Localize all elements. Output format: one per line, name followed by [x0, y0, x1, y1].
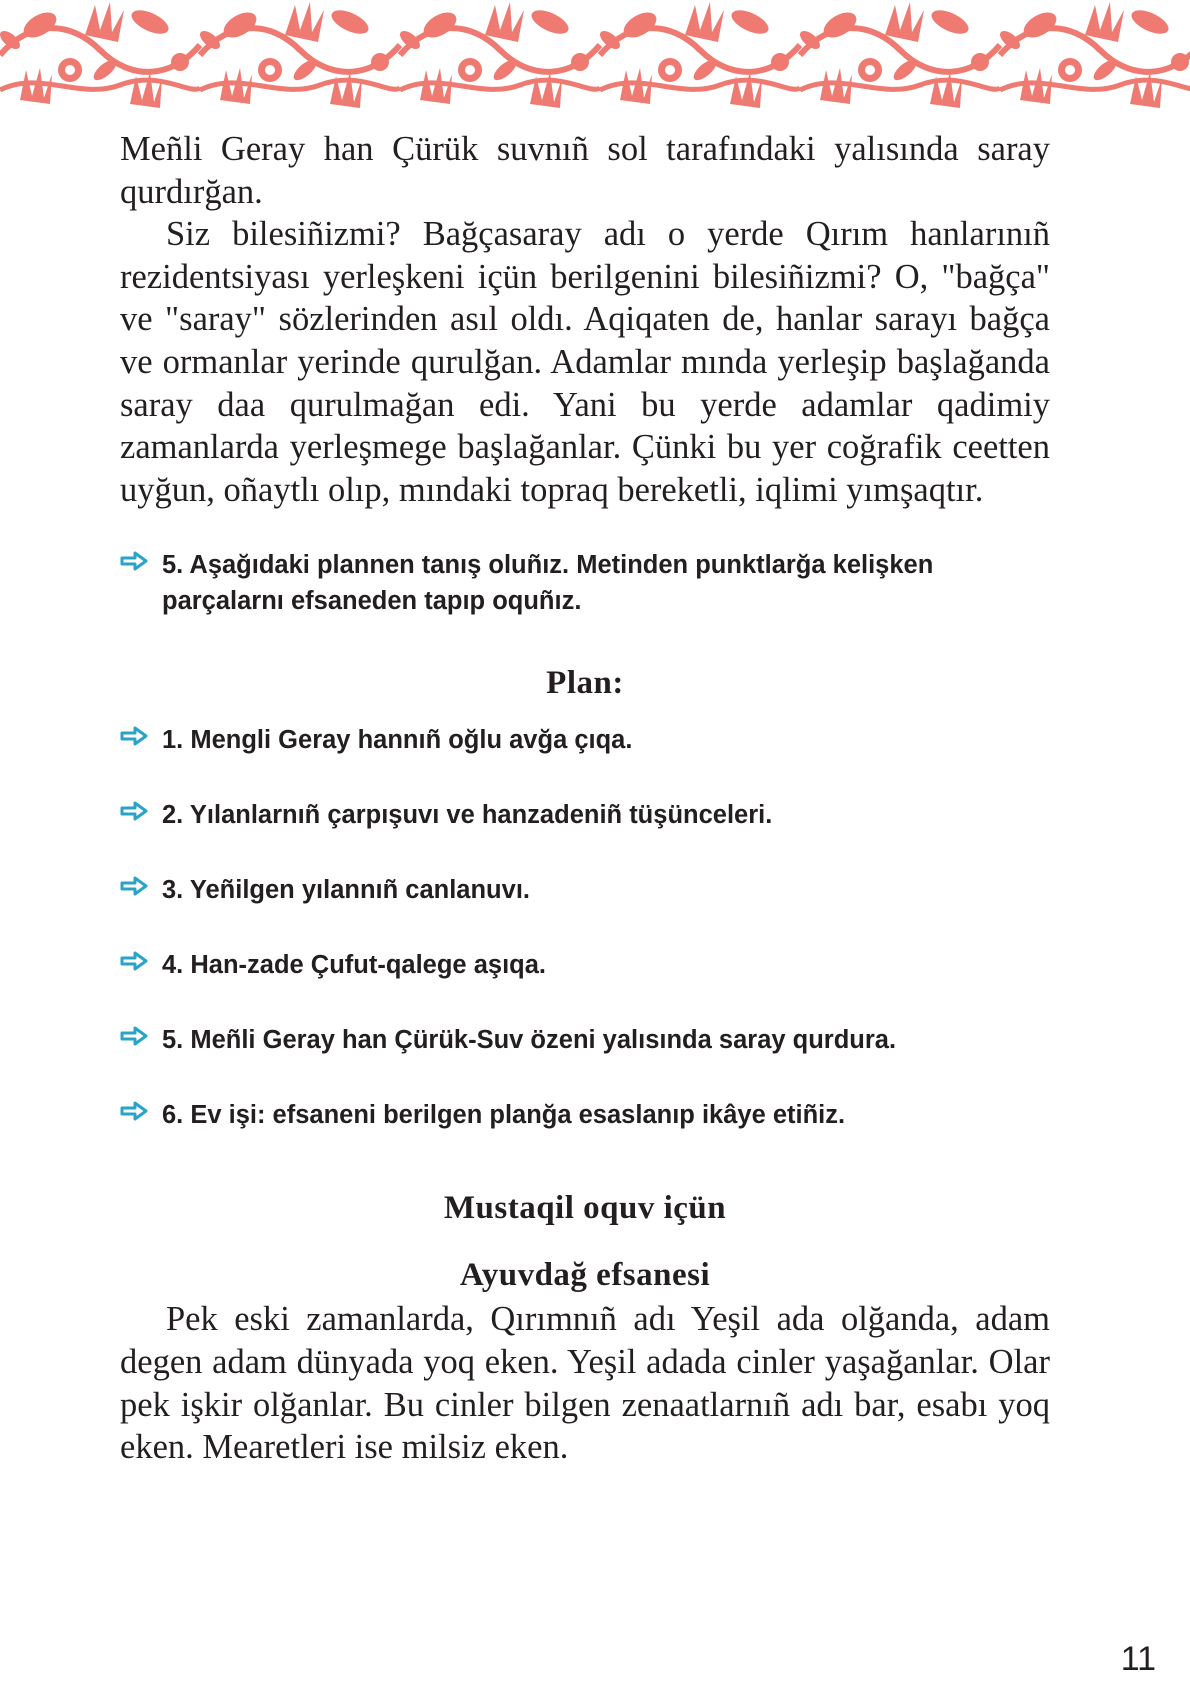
plan-item	[120, 1022, 1050, 1097]
plan-item	[120, 872, 1050, 947]
plan-item-text: 2. Yılanlarnıñ çarpışuvı ve hanzadeniñ tüşünceleri.	[162, 801, 773, 830]
section-title: Mustaqil oquv içün	[443, 1190, 727, 1227]
task-5-text: 5. Aşağıdaki plannen tanış oluñız. Metinden punktlarğa kelişken parçalarnı efsaneden tapıp oquñız.	[162, 551, 934, 616]
right-arrow-icon	[120, 872, 162, 896]
intro-paragraph-1: Meñli Geray han Çürük suvnıñ sol tarafındaki yalısında saray qurdırğan.	[120, 130, 1050, 211]
story-paragraph: Pek eski zamanlarda, Qırımnıñ adı Yeşil ada olğanda, adam degen adam dünyada yoq eken. Yeşil adada cinler yaşağanlar. Olar pek işkir olğanlar. Bu cinler bilgen zenaatlarnıñ adı bar, esabı yoq eken. Mearetleri ise milsiz eken.	[120, 1300, 1050, 1467]
plan-item-text: 6. Ev işi: efsaneni berilgen planğa esaslanıp ikâye etiñiz.	[162, 1101, 846, 1130]
page-number: 11	[1120, 1640, 1156, 1678]
task-5	[120, 547, 1050, 619]
page-content	[120, 128, 1050, 1469]
plan-item-text: 1. Mengli Geray hannıñ oğlu avğa çıqa.	[162, 726, 633, 755]
plan-item-text: 3. Yeñilgen yılannıñ canlanuvı.	[162, 876, 530, 905]
plan-item	[120, 797, 1050, 872]
right-arrow-icon	[120, 797, 162, 821]
right-arrow-icon	[120, 947, 162, 971]
intro-paragraph-2: Siz bilesiñizmi? Bağçasaray adı o yerde Qırım hanlarınıñ rezidentsiyası yerleşkeni içün berilgenini bilesiñizmi? O, "bağça" ve "saray" sözlerinden asıl oldı. Aqiqaten de, hanlar sarayı bağça ve ormanlar yerinde qurulğan. Adamlar mında yerleşip başlağanda saray daa qurulmağan edi. Yani bu yerde adamlar qadimiy zamanlarda yerleşmege başlağanlar. Çünki bu yer coğrafik ceetten uyğun, oñaytlı olıp, mındaki topraq bereketli, iqlimi yımşaqtır.	[120, 215, 1050, 509]
story-title: Ayuvdağ efsanesi	[459, 1257, 711, 1294]
plan-item	[120, 722, 1050, 797]
plan-item-text: 4. Han-zade Çufut-qalege aşıqa.	[162, 951, 546, 980]
floral-ornament-band	[0, 0, 1190, 110]
right-arrow-icon	[120, 1097, 162, 1121]
plan-item-text: 5. Meñli Geray han Çürük-Suv özeni yalısında saray qurdura.	[162, 1026, 897, 1055]
right-arrow-icon	[120, 722, 162, 746]
plan-item	[120, 1097, 1050, 1172]
right-arrow-icon	[120, 547, 162, 571]
plan-title: Plan:	[546, 665, 624, 702]
right-arrow-icon	[120, 1022, 162, 1046]
plan-item	[120, 947, 1050, 1022]
